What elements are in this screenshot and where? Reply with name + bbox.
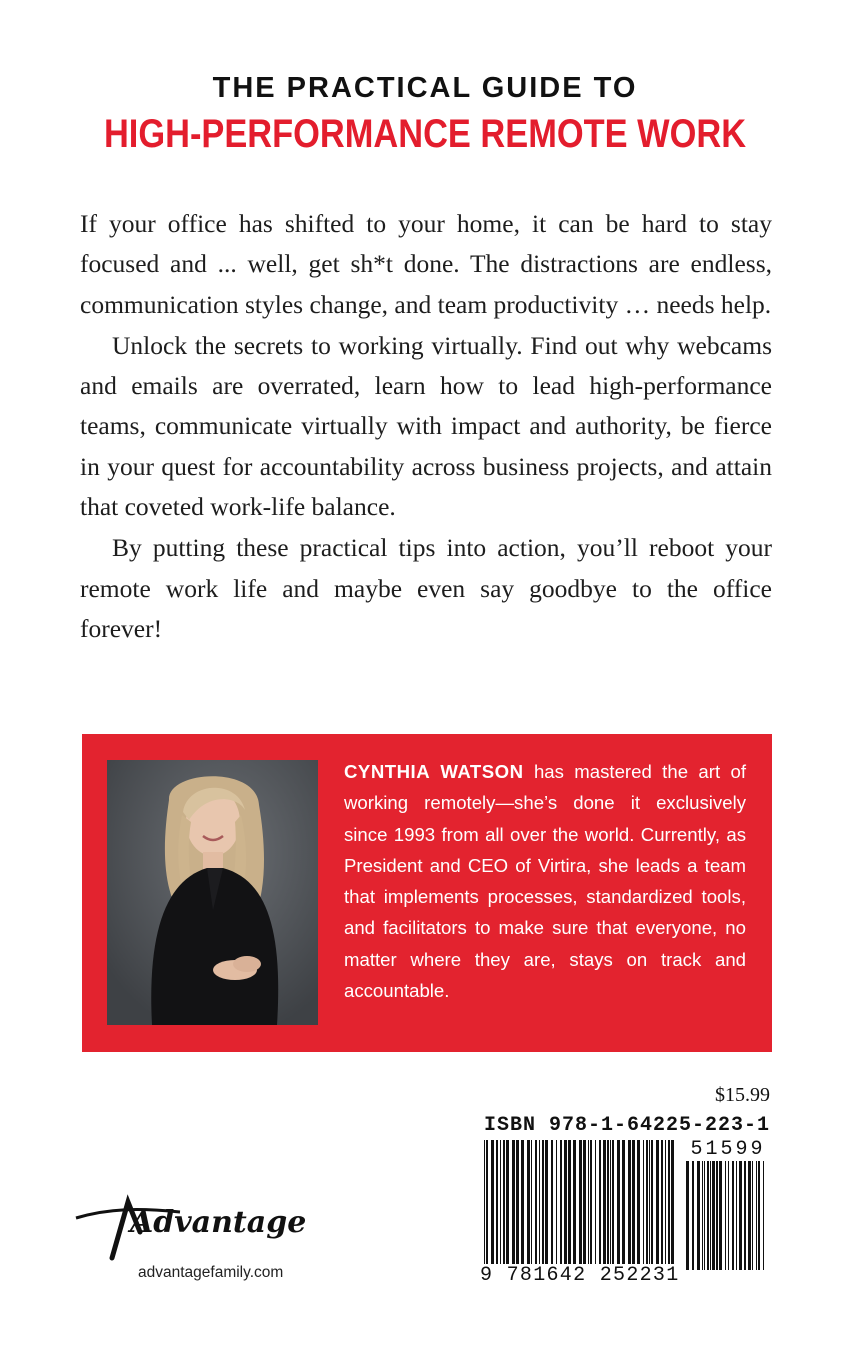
isbn-label: ISBN 978-1-64225-223-1 [483,1114,770,1137]
author-bio-body: has mastered the art of working remotely—she’s done it exclusively since 1993 from all over the world. Currently, as President and CEO of Virtira, she leads a team that implements processes, standardized tools, and facilitators to make sure that everyone, no matter where they are, stays on track and accountable. [344,761,746,1002]
publisher-logo [70,1188,340,1262]
author-bio-text [344,756,746,1006]
ean-digits: 9 781642 252231 [480,1264,680,1287]
publisher-url: advantagefamily.com [138,1264,284,1281]
author-photo [107,760,318,1025]
addon-barcode [686,1160,770,1276]
price-label: $15.99 [715,1084,770,1106]
book-description [80,204,772,650]
kicker-title: THE PRACTICAL GUIDE TO [212,72,638,104]
description-paragraph-1: If your office has shifted to your home, it can be hard to stay focused and ... well, get sh*t done. The distractions are endless, communication styles change, and team productivity … needs help. [80,209,772,319]
author-name: CYNTHIA WATSON [344,761,524,782]
author-bio-panel [82,734,772,1052]
ean-barcode [484,1140,680,1276]
description-paragraph-2: Unlock the secrets to working virtually. Find out why webcams and emails are overrated, learn how to lead high-performance teams, communicate virtually with impact and authority, be fierce in your quest for accountability across business projects, and attain that coveted work-life balance. [80,330,772,522]
description-paragraph-3: By putting these practical tips into action, you’ll reboot your remote work life and maybe even say goodbye to the office forever! [80,533,772,643]
publisher-logo-wordmark: Advantage [130,1205,307,1240]
book-title: HIGH-PERFORMANCE REMOTE WORK [103,112,747,156]
addon-code: 51599 [686,1138,770,1161]
